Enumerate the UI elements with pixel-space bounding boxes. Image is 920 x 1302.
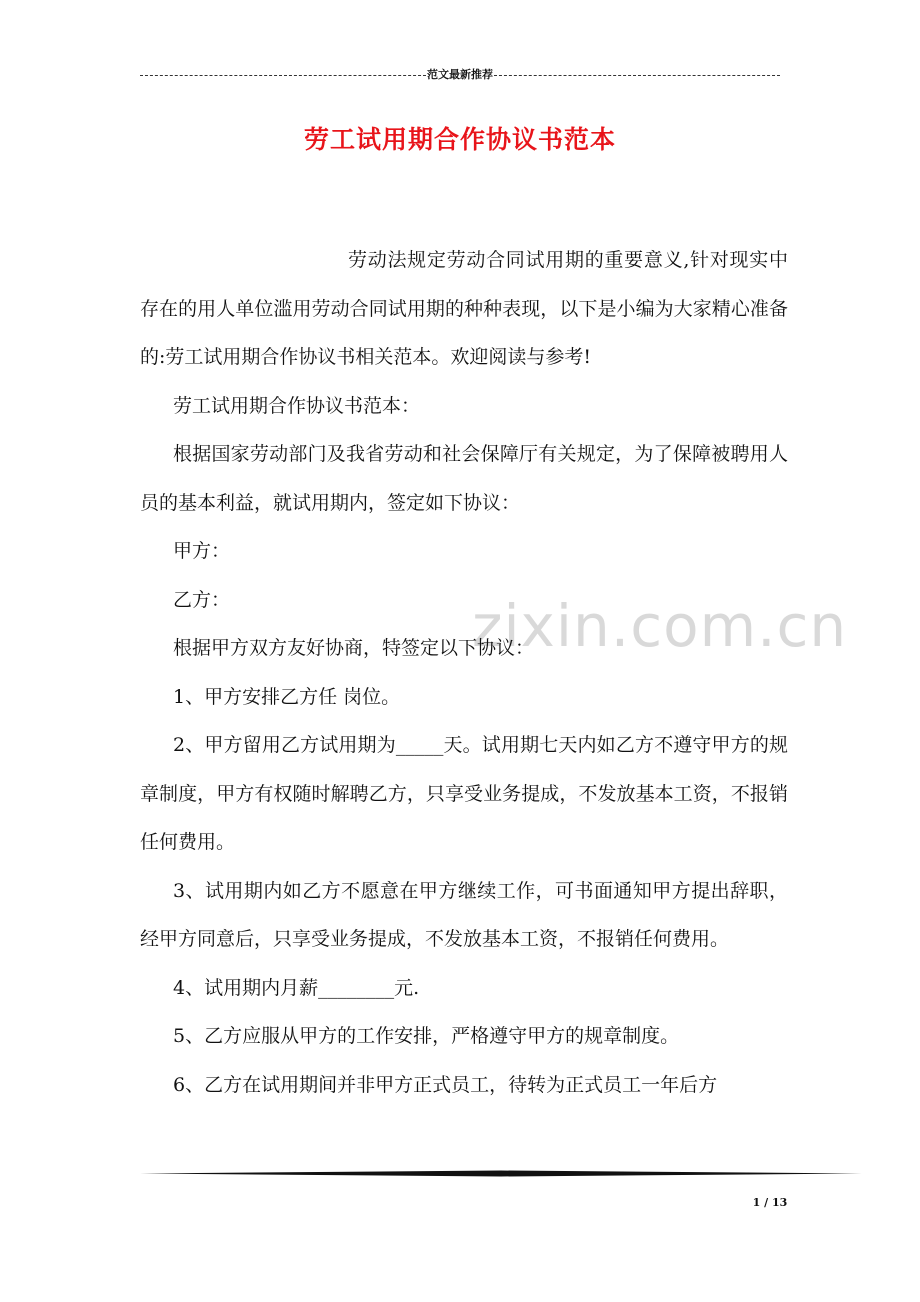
header-dashes-right xyxy=(494,75,780,76)
clause-5: 5、乙方应服从甲方的工作安排，严格遵守甲方的规章制度。 xyxy=(173,1025,680,1047)
agreement-intro: 根据甲方双方友好协商，特签定以下协议： xyxy=(173,637,535,659)
clause-6: 6、乙方在试用期间并非甲方正式员工，待转为正式员工一年后方 xyxy=(173,1073,718,1096)
clause-4: 4、试用期内月薪________元. xyxy=(173,976,420,999)
preamble-paragraph: 根据国家劳动部门及我省劳动和社会保障厅有关规定，为了保障被聘用人员的基本利益，就试用期内，签定如下协议： xyxy=(140,443,788,514)
intro-paragraph: 劳动法规定劳动合同试用期的重要意义,针对现实中存在的用人单位滥用劳动合同试用期的种种表现，以下是小编为大家精心准备的:劳工试用期合作协议书相关范本。欢迎阅读与参考! xyxy=(140,249,788,368)
watermark: zixin.com.cn xyxy=(472,592,848,660)
header-dashes-left xyxy=(140,75,426,76)
footer-divider xyxy=(140,1170,862,1177)
party-a-line: 甲方： xyxy=(173,540,231,562)
document-body xyxy=(140,236,788,1109)
header-label: 范文最新推荐 xyxy=(427,68,493,81)
page-header xyxy=(140,66,780,82)
section-heading: 劳工试用期合作协议书范本： xyxy=(173,394,421,417)
document-title: 劳工试用期合作协议书范本 xyxy=(303,125,616,154)
party-b-line: 乙方： xyxy=(173,588,231,611)
clause-3: 3、试用期内如乙方不愿意在甲方继续工作，可书面通知甲方提出辞职，经甲方同意后，只享受业务提成，不发放基本工资，不报销任何费用。 xyxy=(140,879,788,950)
clause-1: 1、甲方安排乙方任 岗位。 xyxy=(173,685,401,708)
page-number: 1 / 13 xyxy=(752,1196,788,1209)
clause-2: 2、甲方留用乙方试用期为_____天。试用期七天内如乙方不遵守甲方的规章制度，甲方有权随时解聘乙方，只享受业务提成，不发放基本工资，不报销任何费用。 xyxy=(140,734,788,853)
